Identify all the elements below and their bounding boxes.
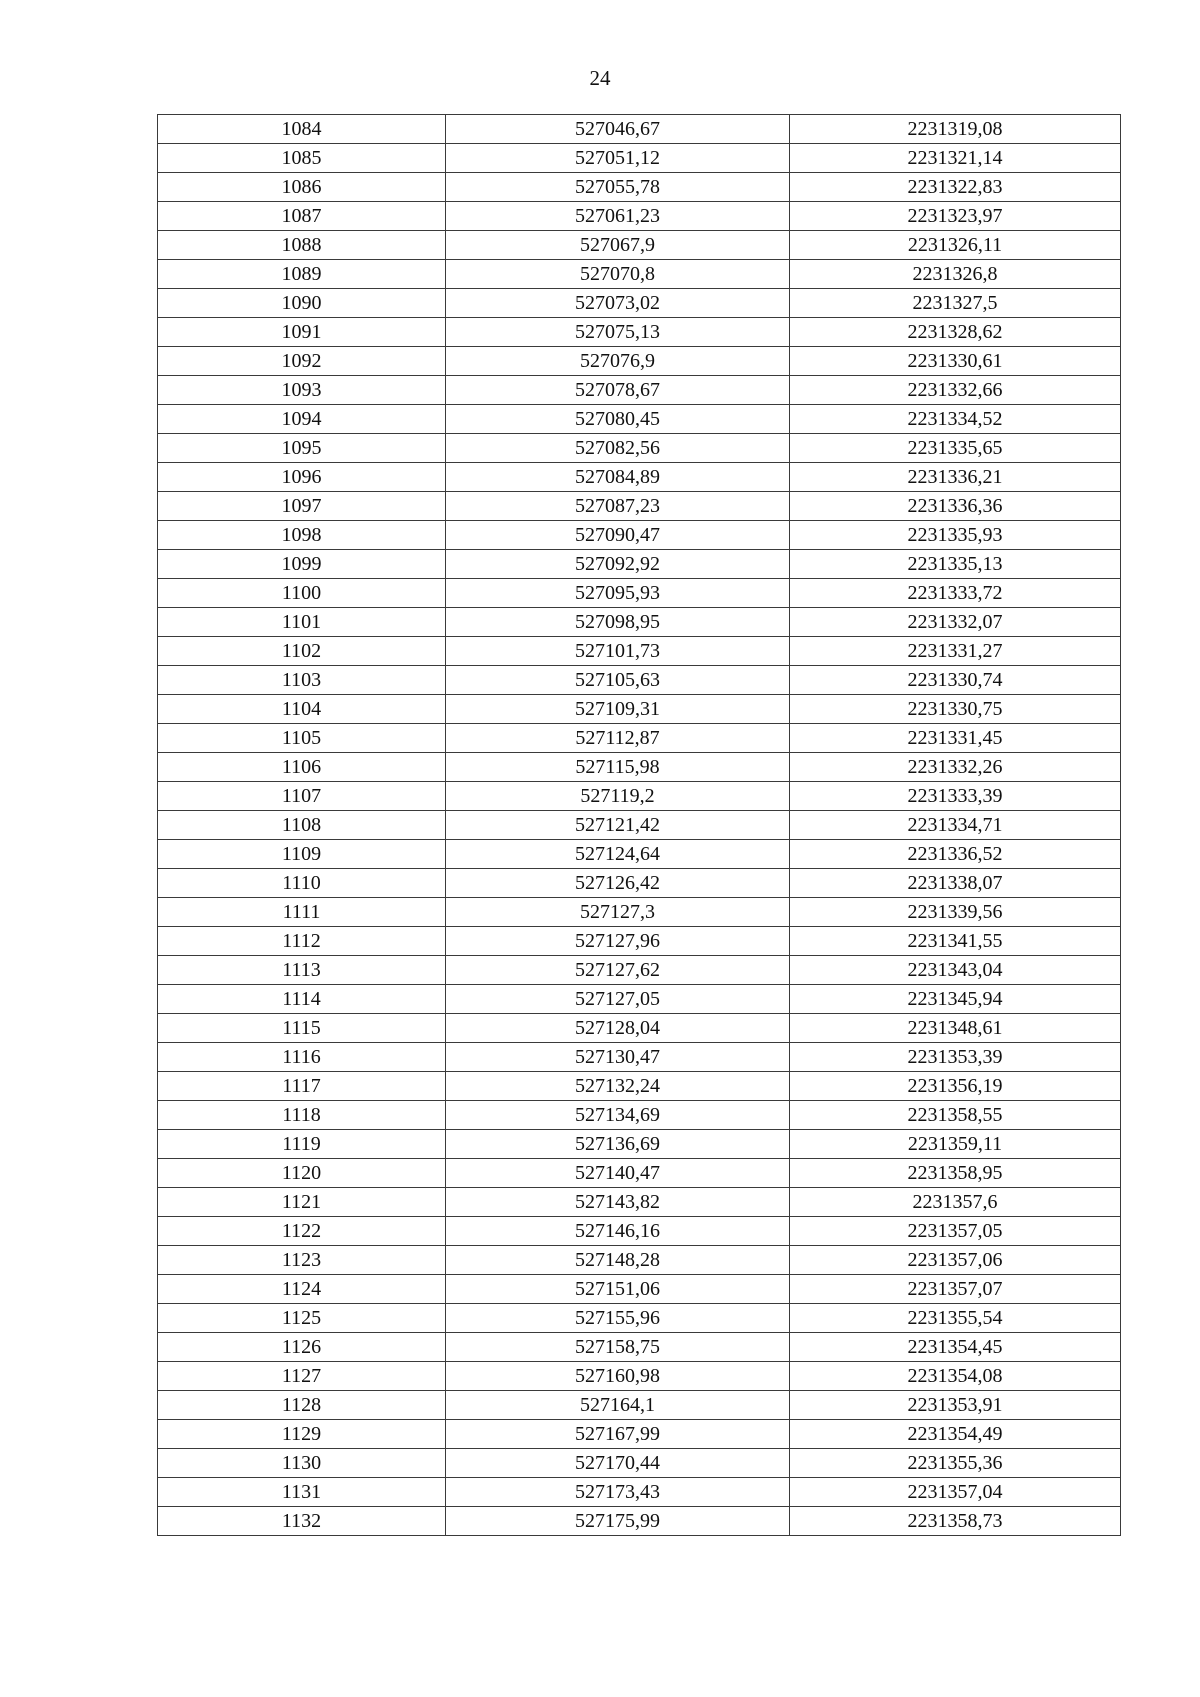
x-coordinate-cell: 527101,73 xyxy=(446,637,790,666)
table-row xyxy=(158,1130,1121,1159)
point-number-cell: 1126 xyxy=(158,1333,446,1362)
point-number-cell: 1098 xyxy=(158,521,446,550)
point-number-cell: 1128 xyxy=(158,1391,446,1420)
x-coordinate-cell: 527090,47 xyxy=(446,521,790,550)
x-coordinate-cell: 527055,78 xyxy=(446,173,790,202)
table-row xyxy=(158,985,1121,1014)
x-coordinate-cell: 527126,42 xyxy=(446,869,790,898)
table-row xyxy=(158,347,1121,376)
table-row xyxy=(158,1420,1121,1449)
table-row xyxy=(158,173,1121,202)
x-coordinate-cell: 527127,05 xyxy=(446,985,790,1014)
y-coordinate-cell: 2231331,45 xyxy=(790,724,1121,753)
coordinates-table xyxy=(157,114,1121,1536)
point-number-cell: 1088 xyxy=(158,231,446,260)
point-number-cell: 1107 xyxy=(158,782,446,811)
point-number-cell: 1117 xyxy=(158,1072,446,1101)
point-number-cell: 1130 xyxy=(158,1449,446,1478)
y-coordinate-cell: 2231319,08 xyxy=(790,115,1121,144)
point-number-cell: 1097 xyxy=(158,492,446,521)
point-number-cell: 1101 xyxy=(158,608,446,637)
table-row xyxy=(158,927,1121,956)
table-row xyxy=(158,231,1121,260)
page-number: 24 xyxy=(589,66,611,90)
point-number-cell: 1089 xyxy=(158,260,446,289)
point-number-cell: 1099 xyxy=(158,550,446,579)
x-coordinate-cell: 527084,89 xyxy=(446,463,790,492)
x-coordinate-cell: 527158,75 xyxy=(446,1333,790,1362)
x-coordinate-cell: 527076,9 xyxy=(446,347,790,376)
x-coordinate-cell: 527105,63 xyxy=(446,666,790,695)
table-row xyxy=(158,695,1121,724)
point-number-cell: 1085 xyxy=(158,144,446,173)
x-coordinate-cell: 527164,1 xyxy=(446,1391,790,1420)
point-number-cell: 1112 xyxy=(158,927,446,956)
point-number-cell: 1115 xyxy=(158,1014,446,1043)
table-row xyxy=(158,260,1121,289)
y-coordinate-cell: 2231334,52 xyxy=(790,405,1121,434)
point-number-cell: 1108 xyxy=(158,811,446,840)
point-number-cell: 1123 xyxy=(158,1246,446,1275)
x-coordinate-cell: 527151,06 xyxy=(446,1275,790,1304)
y-coordinate-cell: 2231345,94 xyxy=(790,985,1121,1014)
x-coordinate-cell: 527175,99 xyxy=(446,1507,790,1536)
point-number-cell: 1091 xyxy=(158,318,446,347)
y-coordinate-cell: 2231357,05 xyxy=(790,1217,1121,1246)
x-coordinate-cell: 527124,64 xyxy=(446,840,790,869)
table-row xyxy=(158,579,1121,608)
point-number-cell: 1090 xyxy=(158,289,446,318)
point-number-cell: 1132 xyxy=(158,1507,446,1536)
table-row xyxy=(158,376,1121,405)
point-number-cell: 1119 xyxy=(158,1130,446,1159)
x-coordinate-cell: 527127,62 xyxy=(446,956,790,985)
table-row xyxy=(158,1043,1121,1072)
point-number-cell: 1109 xyxy=(158,840,446,869)
table-row xyxy=(158,1391,1121,1420)
table-row xyxy=(158,1188,1121,1217)
y-coordinate-cell: 2231341,55 xyxy=(790,927,1121,956)
point-number-cell: 1127 xyxy=(158,1362,446,1391)
table-row xyxy=(158,1275,1121,1304)
y-coordinate-cell: 2231335,93 xyxy=(790,521,1121,550)
table-row xyxy=(158,550,1121,579)
table-row xyxy=(158,608,1121,637)
y-coordinate-cell: 2231336,52 xyxy=(790,840,1121,869)
y-coordinate-cell: 2231354,49 xyxy=(790,1420,1121,1449)
x-coordinate-cell: 527155,96 xyxy=(446,1304,790,1333)
table-row xyxy=(158,1478,1121,1507)
table-row xyxy=(158,782,1121,811)
y-coordinate-cell: 2231327,5 xyxy=(790,289,1121,318)
table-row xyxy=(158,666,1121,695)
point-number-cell: 1116 xyxy=(158,1043,446,1072)
y-coordinate-cell: 2231339,56 xyxy=(790,898,1121,927)
point-number-cell: 1106 xyxy=(158,753,446,782)
x-coordinate-cell: 527146,16 xyxy=(446,1217,790,1246)
x-coordinate-cell: 527046,67 xyxy=(446,115,790,144)
table-row xyxy=(158,1159,1121,1188)
table-row xyxy=(158,289,1121,318)
x-coordinate-cell: 527173,43 xyxy=(446,1478,790,1507)
y-coordinate-cell: 2231355,54 xyxy=(790,1304,1121,1333)
point-number-cell: 1096 xyxy=(158,463,446,492)
table-row xyxy=(158,869,1121,898)
table-row xyxy=(158,956,1121,985)
point-number-cell: 1125 xyxy=(158,1304,446,1333)
table-row xyxy=(158,405,1121,434)
point-number-cell: 1124 xyxy=(158,1275,446,1304)
y-coordinate-cell: 2231332,07 xyxy=(790,608,1121,637)
x-coordinate-cell: 527134,69 xyxy=(446,1101,790,1130)
y-coordinate-cell: 2231355,36 xyxy=(790,1449,1121,1478)
table-row xyxy=(158,724,1121,753)
y-coordinate-cell: 2231338,07 xyxy=(790,869,1121,898)
x-coordinate-cell: 527092,92 xyxy=(446,550,790,579)
x-coordinate-cell: 527119,2 xyxy=(446,782,790,811)
y-coordinate-cell: 2231358,73 xyxy=(790,1507,1121,1536)
table-row xyxy=(158,1507,1121,1536)
x-coordinate-cell: 527130,47 xyxy=(446,1043,790,1072)
point-number-cell: 1121 xyxy=(158,1188,446,1217)
table-row xyxy=(158,898,1121,927)
x-coordinate-cell: 527070,8 xyxy=(446,260,790,289)
point-number-cell: 1086 xyxy=(158,173,446,202)
y-coordinate-cell: 2231335,65 xyxy=(790,434,1121,463)
coordinates-table-body xyxy=(158,115,1121,1536)
point-number-cell: 1122 xyxy=(158,1217,446,1246)
y-coordinate-cell: 2231326,8 xyxy=(790,260,1121,289)
y-coordinate-cell: 2231333,72 xyxy=(790,579,1121,608)
x-coordinate-cell: 527170,44 xyxy=(446,1449,790,1478)
point-number-cell: 1110 xyxy=(158,869,446,898)
point-number-cell: 1093 xyxy=(158,376,446,405)
table-row xyxy=(158,434,1121,463)
y-coordinate-cell: 2231354,08 xyxy=(790,1362,1121,1391)
point-number-cell: 1113 xyxy=(158,956,446,985)
y-coordinate-cell: 2231358,95 xyxy=(790,1159,1121,1188)
x-coordinate-cell: 527051,12 xyxy=(446,144,790,173)
y-coordinate-cell: 2231333,39 xyxy=(790,782,1121,811)
y-coordinate-cell: 2231348,61 xyxy=(790,1014,1121,1043)
x-coordinate-cell: 527136,69 xyxy=(446,1130,790,1159)
point-number-cell: 1087 xyxy=(158,202,446,231)
x-coordinate-cell: 527112,87 xyxy=(446,724,790,753)
y-coordinate-cell: 2231330,74 xyxy=(790,666,1121,695)
y-coordinate-cell: 2231336,21 xyxy=(790,463,1121,492)
y-coordinate-cell: 2231343,04 xyxy=(790,956,1121,985)
table-row xyxy=(158,840,1121,869)
y-coordinate-cell: 2231331,27 xyxy=(790,637,1121,666)
x-coordinate-cell: 527132,24 xyxy=(446,1072,790,1101)
x-coordinate-cell: 527115,98 xyxy=(446,753,790,782)
table-row xyxy=(158,811,1121,840)
x-coordinate-cell: 527095,93 xyxy=(446,579,790,608)
point-number-cell: 1100 xyxy=(158,579,446,608)
table-row xyxy=(158,492,1121,521)
x-coordinate-cell: 527160,98 xyxy=(446,1362,790,1391)
x-coordinate-cell: 527140,47 xyxy=(446,1159,790,1188)
point-number-cell: 1118 xyxy=(158,1101,446,1130)
y-coordinate-cell: 2231356,19 xyxy=(790,1072,1121,1101)
x-coordinate-cell: 527082,56 xyxy=(446,434,790,463)
table-row xyxy=(158,463,1121,492)
x-coordinate-cell: 527075,13 xyxy=(446,318,790,347)
point-number-cell: 1094 xyxy=(158,405,446,434)
point-number-cell: 1114 xyxy=(158,985,446,1014)
x-coordinate-cell: 527098,95 xyxy=(446,608,790,637)
y-coordinate-cell: 2231332,66 xyxy=(790,376,1121,405)
x-coordinate-cell: 527073,02 xyxy=(446,289,790,318)
x-coordinate-cell: 527061,23 xyxy=(446,202,790,231)
y-coordinate-cell: 2231357,6 xyxy=(790,1188,1121,1217)
point-number-cell: 1102 xyxy=(158,637,446,666)
point-number-cell: 1104 xyxy=(158,695,446,724)
x-coordinate-cell: 527121,42 xyxy=(446,811,790,840)
point-number-cell: 1092 xyxy=(158,347,446,376)
x-coordinate-cell: 527143,82 xyxy=(446,1188,790,1217)
point-number-cell: 1111 xyxy=(158,898,446,927)
table-row xyxy=(158,1101,1121,1130)
point-number-cell: 1095 xyxy=(158,434,446,463)
point-number-cell: 1129 xyxy=(158,1420,446,1449)
y-coordinate-cell: 2231322,83 xyxy=(790,173,1121,202)
table-row xyxy=(158,318,1121,347)
y-coordinate-cell: 2231336,36 xyxy=(790,492,1121,521)
table-row xyxy=(158,1304,1121,1333)
table-row xyxy=(158,1449,1121,1478)
x-coordinate-cell: 527087,23 xyxy=(446,492,790,521)
y-coordinate-cell: 2231357,04 xyxy=(790,1478,1121,1507)
y-coordinate-cell: 2231335,13 xyxy=(790,550,1121,579)
y-coordinate-cell: 2231357,06 xyxy=(790,1246,1121,1275)
table-row xyxy=(158,1246,1121,1275)
table-row xyxy=(158,1362,1121,1391)
point-number-cell: 1084 xyxy=(158,115,446,144)
x-coordinate-cell: 527128,04 xyxy=(446,1014,790,1043)
y-coordinate-cell: 2231353,39 xyxy=(790,1043,1121,1072)
x-coordinate-cell: 527167,99 xyxy=(446,1420,790,1449)
table-row xyxy=(158,202,1121,231)
y-coordinate-cell: 2231330,75 xyxy=(790,695,1121,724)
table-row xyxy=(158,637,1121,666)
table-row xyxy=(158,144,1121,173)
x-coordinate-cell: 527080,45 xyxy=(446,405,790,434)
x-coordinate-cell: 527078,67 xyxy=(446,376,790,405)
table-row xyxy=(158,115,1121,144)
y-coordinate-cell: 2231353,91 xyxy=(790,1391,1121,1420)
point-number-cell: 1103 xyxy=(158,666,446,695)
table-row xyxy=(158,1217,1121,1246)
x-coordinate-cell: 527148,28 xyxy=(446,1246,790,1275)
table-row xyxy=(158,1333,1121,1362)
table-row xyxy=(158,521,1121,550)
y-coordinate-cell: 2231332,26 xyxy=(790,753,1121,782)
y-coordinate-cell: 2231330,61 xyxy=(790,347,1121,376)
table-row xyxy=(158,753,1121,782)
point-number-cell: 1131 xyxy=(158,1478,446,1507)
x-coordinate-cell: 527109,31 xyxy=(446,695,790,724)
y-coordinate-cell: 2231323,97 xyxy=(790,202,1121,231)
table-row xyxy=(158,1072,1121,1101)
y-coordinate-cell: 2231358,55 xyxy=(790,1101,1121,1130)
x-coordinate-cell: 527067,9 xyxy=(446,231,790,260)
y-coordinate-cell: 2231354,45 xyxy=(790,1333,1121,1362)
y-coordinate-cell: 2231321,14 xyxy=(790,144,1121,173)
table-row xyxy=(158,1014,1121,1043)
y-coordinate-cell: 2231326,11 xyxy=(790,231,1121,260)
x-coordinate-cell: 527127,3 xyxy=(446,898,790,927)
point-number-cell: 1120 xyxy=(158,1159,446,1188)
y-coordinate-cell: 2231328,62 xyxy=(790,318,1121,347)
point-number-cell: 1105 xyxy=(158,724,446,753)
y-coordinate-cell: 2231359,11 xyxy=(790,1130,1121,1159)
y-coordinate-cell: 2231357,07 xyxy=(790,1275,1121,1304)
y-coordinate-cell: 2231334,71 xyxy=(790,811,1121,840)
x-coordinate-cell: 527127,96 xyxy=(446,927,790,956)
